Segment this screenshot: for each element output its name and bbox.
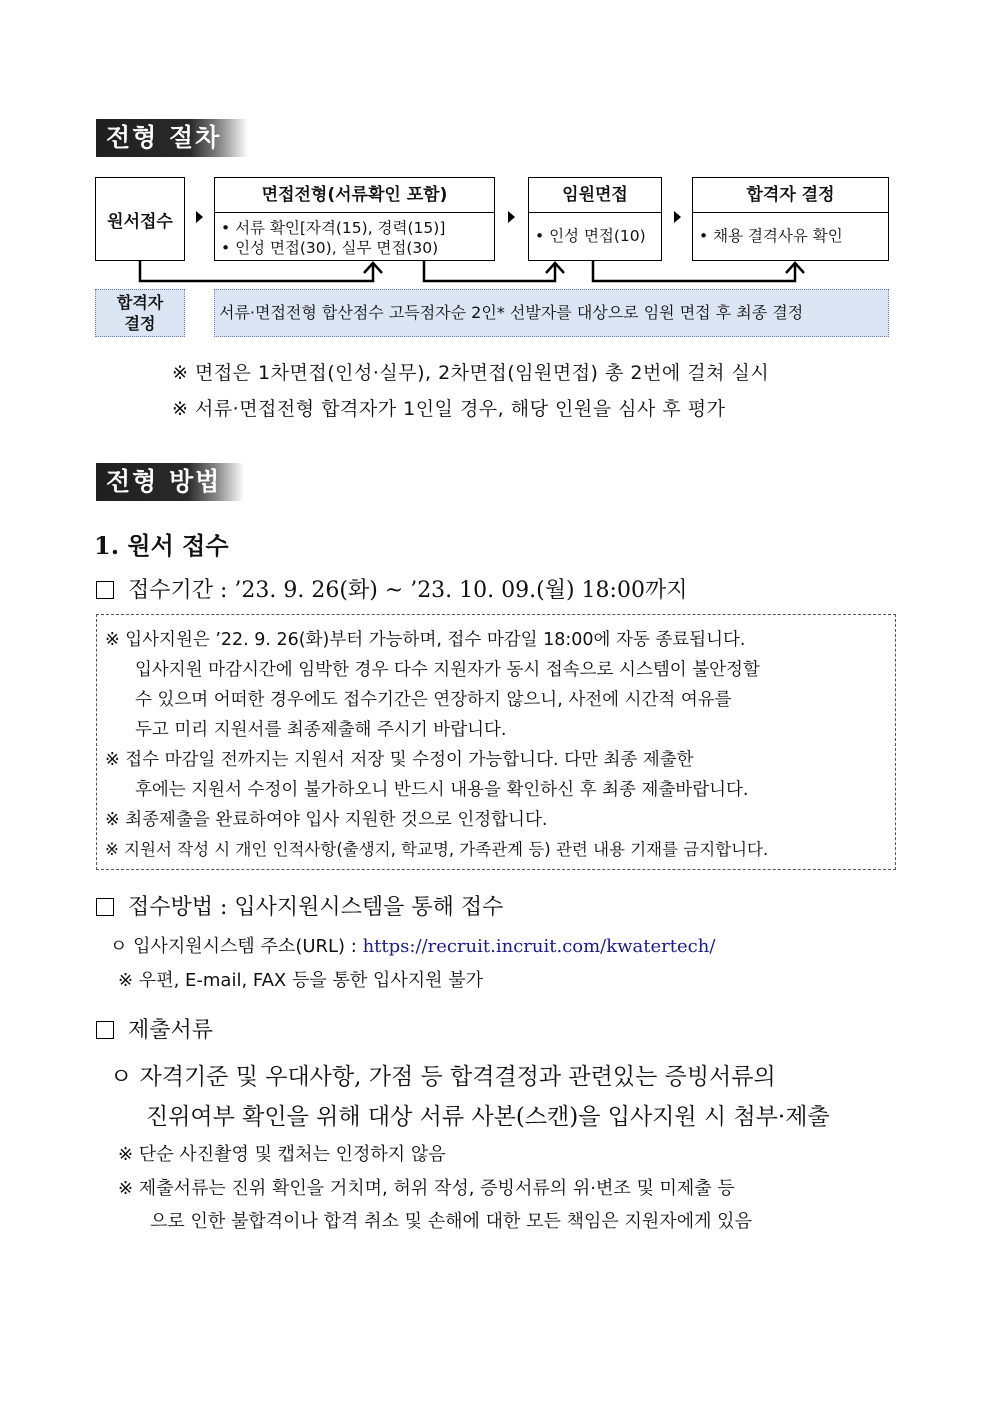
procedure-note: ※ 면접은 1차면접(인성·실무), 2차면접(임원면접) 총 2번에 걸쳐 실시 (172, 362, 770, 384)
docs-note: 으로 인한 불합격이나 합격 취소 및 손해에 대한 모든 책임은 지원자에게 있음 (150, 1211, 752, 1232)
step-executive-item: • 인성 면접(10) (535, 227, 646, 245)
step-interview-item: • 인성 면접(30), 실무 면접(30) (221, 239, 439, 257)
application-heading: 1. 원서 접수 (94, 531, 229, 560)
url-label: ㅇ 입사지원시스템 주소(URL) : (110, 936, 363, 957)
decision-description: 서류·면접전형 합산점수 고득점자순 2인* 선발자를 대상으로 임원 면접 후 최종 결정 (214, 289, 889, 337)
notice-line: ※ 최종제출을 완료하여야 입사 지원한 것으로 인정합니다. (105, 810, 548, 830)
period-text: 접수기간 : ’23. 9. 26(화) ~ ’23. 10. 09.(월) 18:00까지 (128, 578, 688, 603)
checkbox-square-icon (96, 898, 114, 916)
step-executive-title: 임원면접 (529, 178, 661, 213)
period-item (96, 573, 687, 604)
method-item (96, 890, 503, 921)
docs-text: 제출서류 (128, 1018, 214, 1043)
method-section-title: 전형 방법 (96, 463, 244, 501)
decision-label-line: 결정 (124, 314, 156, 333)
checkbox-square-icon (96, 581, 114, 599)
notice-box (96, 614, 896, 870)
flow-connectors (0, 0, 992, 300)
step-decision-item: • 채용 결격사유 확인 (699, 227, 843, 245)
decision-label (95, 289, 185, 337)
step-interview-title: 면접전형(서류확인 포함) (215, 178, 494, 213)
step-decision-title: 합격자 결정 (693, 178, 888, 213)
connector-line (424, 261, 555, 281)
url-line (110, 932, 715, 958)
application-url-link[interactable]: https://recruit.incruit.com/kwatertech/ (362, 936, 716, 957)
checkbox-square-icon (96, 1021, 114, 1039)
docs-description: 진위여부 확인을 위해 대상 서류 사본(스캔)을 입사지원 시 첨부·제출 (146, 1104, 830, 1130)
step-interview-item: • 서류 확인[자격(15), 경력(15)] (221, 219, 446, 237)
method-text: 접수방법 : 입사지원시스템을 통해 접수 (128, 895, 504, 920)
notice-line: 후에는 지원서 수정이 불가하오니 반드시 내용을 확인하신 후 최종 제출바랍니다. (135, 780, 749, 800)
docs-item (96, 1013, 213, 1044)
procedure-section-title: 전형 절차 (96, 119, 248, 157)
notice-line: 수 있으며 어떠한 경우에도 접수기간은 연장하지 않으니, 사전에 시간적 여유를 (135, 690, 732, 710)
notice-line: 입사지원 마감시간에 임박한 경우 다수 지원자가 동시 접속으로 시스템이 불안정할 (135, 660, 760, 680)
notice-line: ※ 지원서 작성 시 개인 인적사항(출생지, 학교명, 가족관계 등) 관련 내용 기재를 금지합니다. (105, 840, 769, 859)
url-note: ※ 우편, E-mail, FAX 등을 통한 입사지원 불가 (118, 970, 484, 991)
notice-line: ※ 접수 마감일 전까지는 지원서 저장 및 수정이 가능합니다. 다만 최종 제출한 (105, 750, 694, 770)
connector-line (140, 261, 373, 281)
procedure-note: ※ 서류·면접전형 합격자가 1인일 경우, 해당 인원을 심사 후 평가 (172, 398, 726, 420)
docs-note: ※ 단순 사진촬영 및 캡처는 인정하지 않음 (118, 1144, 446, 1165)
notice-line: ※ 입사지원은 ’22. 9. 26(화)부터 가능하며, 접수 마감일 18:00에 자동 종료됩니다. (105, 630, 746, 650)
decision-label-line: 합격자 (116, 293, 164, 312)
docs-description: ㅇ 자격기준 및 우대사항, 가점 등 합격결정과 관련있는 증빙서류의 (110, 1064, 776, 1090)
step-application-label: 원서접수 (107, 211, 173, 232)
docs-note: ※ 제출서류는 진위 확인을 거치며, 허위 작성, 증빙서류의 위·변조 및 미제출 등 (118, 1178, 735, 1199)
connector-line (593, 261, 795, 281)
notice-line: 두고 미리 지원서를 최종제출해 주시기 바랍니다. (135, 720, 507, 740)
